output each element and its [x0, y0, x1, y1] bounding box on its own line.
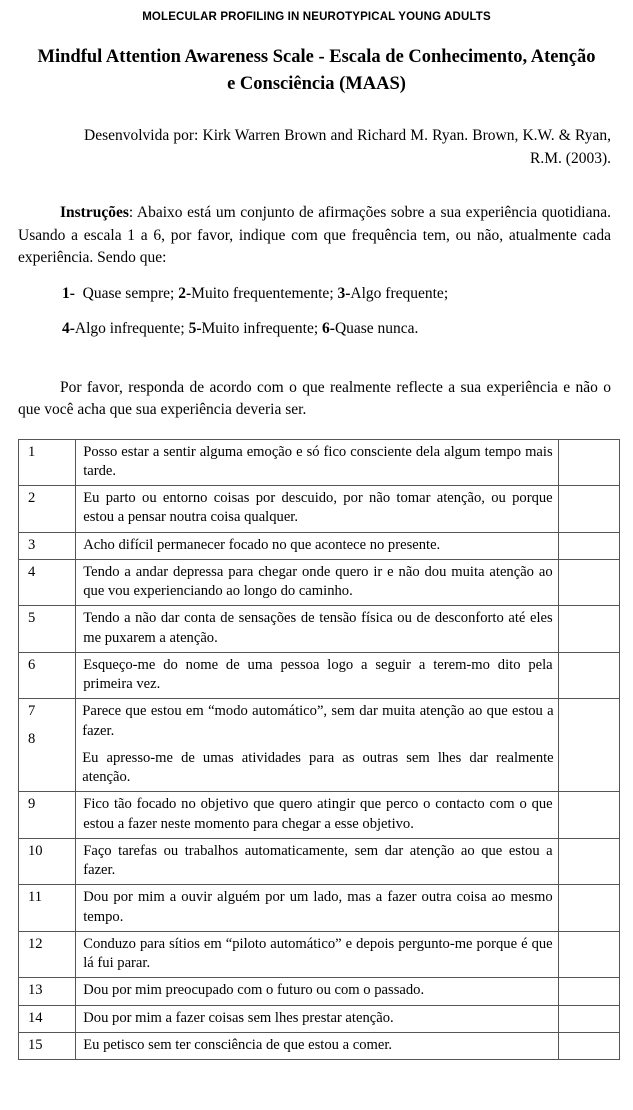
item-statement: Eu apresso-me de umas atividades para as outras sem lhes dar realmente atenção.	[82, 749, 554, 786]
item-statement: Conduzo para sítios em “piloto automático” e depois pergunto-me porque é que lá fui parar.	[76, 931, 558, 978]
attribution-text: Desenvolvida por: Kirk Warren Brown and Richard M. Ryan. Brown, K.W. & Ryan, R.M. (2003).	[84, 127, 611, 167]
page-title: Mindful Attention Awareness Scale - Escala de Conhecimento, Atenção e Consciência (MAAS)	[37, 46, 596, 94]
item-number: 12	[19, 931, 76, 978]
item-answer-cell[interactable]	[558, 978, 619, 1005]
item-statement: Acho difícil permanecer focado no que acontece no presente.	[76, 532, 558, 559]
scale-number-2: 2-	[178, 284, 192, 302]
item-answer-cell[interactable]	[558, 699, 619, 792]
item-statement: Dou por mim preocupado com o futuro ou com o passado.	[76, 978, 558, 1005]
item-answer-cell[interactable]	[558, 838, 619, 885]
running-head: MOLECULAR PROFILING IN NEUROTYPICAL YOUNG ADULTS	[142, 11, 491, 23]
table-row	[19, 1005, 620, 1032]
scale-legend-line-2	[0, 305, 633, 340]
scale-label-5: Muito infrequente;	[201, 320, 319, 338]
item-statement: Tendo a andar depressa para chegar onde quero ir e não dou muita atenção ao que vou experienciando ao longo do caminho.	[76, 559, 558, 606]
item-statement-group	[76, 699, 558, 792]
scale-label-1: Quase sempre;	[82, 284, 175, 302]
table-row	[19, 838, 620, 885]
item-number: 9	[19, 792, 76, 839]
item-number: 10	[19, 838, 76, 885]
item-number: 1	[19, 439, 76, 486]
table-row-merged-7-8	[19, 699, 620, 792]
scale-number-4: 4-	[62, 320, 75, 338]
scale-label-4: Algo infrequente;	[74, 320, 185, 338]
item-answer-cell[interactable]	[558, 1032, 619, 1059]
item-answer-cell[interactable]	[558, 486, 619, 533]
item-statement: Fico tão focado no objetivo que quero atingir que perco o contacto com o que estou a fazer neste momento para chegar a esse objetivo.	[76, 792, 558, 839]
table-row	[19, 532, 620, 559]
item-answer-cell[interactable]	[558, 559, 619, 606]
maas-items-table	[18, 439, 620, 1061]
item-number: 13	[19, 978, 76, 1005]
scale-number-3: 3-	[337, 284, 351, 302]
item-answer-cell[interactable]	[558, 931, 619, 978]
table-body	[19, 439, 620, 1060]
item-statement: Dou por mim a ouvir alguém por um lado, mas a fazer outra coisa ao mesmo tempo.	[76, 885, 558, 932]
item-statement: Esqueço-me do nome de uma pessoa logo a seguir a terem-mo dito pela primeira vez.	[76, 652, 558, 699]
table-row	[19, 1032, 620, 1059]
item-number-group	[19, 699, 76, 792]
item-statement: Faço tarefas ou trabalhos automaticamente, sem dar atenção ao que estou a fazer.	[76, 838, 558, 885]
item-statement: Posso estar a sentir alguma emoção e só fico consciente dela algum tempo mais tarde.	[76, 439, 558, 486]
item-answer-cell[interactable]	[558, 885, 619, 932]
item-answer-cell[interactable]	[558, 1005, 619, 1032]
table-row	[19, 486, 620, 533]
scale-number-1: 1-	[62, 284, 75, 302]
table-row	[19, 978, 620, 1005]
item-number: 6	[19, 652, 76, 699]
item-statement: Eu petisco sem ter consciência de que estou a comer.	[76, 1032, 558, 1059]
instructions-body: : Abaixo está um conjunto de afirmações sobre a sua experiência quotidiana. Usando a escala 1 a 6, por favor, indique com que frequência tem, ou não, atualmente cada experiência. Sendo que:	[18, 204, 611, 267]
table-row	[19, 885, 620, 932]
table-row	[19, 559, 620, 606]
item-number: 11	[19, 885, 76, 932]
item-number: 14	[19, 1005, 76, 1032]
item-number: 15	[19, 1032, 76, 1059]
scale-label-6: Quase nunca.	[334, 320, 419, 338]
scale-label-2: Muito frequentemente;	[191, 284, 334, 302]
item-number: 8	[28, 730, 36, 747]
item-answer-cell[interactable]	[558, 792, 619, 839]
closing-paragraph: Por favor, responda de acordo com o que realmente reflecte a sua experiência e não o que você acha que sua experiência deveria ser.	[18, 378, 611, 419]
item-number: 3	[19, 532, 76, 559]
table-row	[19, 931, 620, 978]
item-statement: Eu parto ou entorno coisas por descuido, por não tomar atenção, ou porque estou a pensar noutra coisa qualquer.	[76, 486, 558, 533]
scale-legend-line-1	[0, 270, 633, 305]
item-answer-cell[interactable]	[558, 532, 619, 559]
table-row	[19, 439, 620, 486]
item-statement: Parece que estou em “modo automático”, sem dar muita atenção ao que estou a fazer.	[82, 703, 554, 739]
item-answer-cell[interactable]	[558, 606, 619, 653]
item-statement: Dou por mim a fazer coisas sem lhes prestar atenção.	[76, 1005, 558, 1032]
item-answer-cell[interactable]	[558, 652, 619, 699]
item-number: 4	[19, 559, 76, 606]
scale-number-6: 6-	[322, 320, 335, 338]
item-number: 7	[28, 703, 36, 720]
item-statement: Tendo a não dar conta de sensações de tensão física ou de desconforto até eles me puxarem a atenção.	[76, 606, 558, 653]
scale-label-3: Algo frequente;	[350, 284, 449, 302]
item-number: 2	[19, 486, 76, 533]
table-row	[19, 652, 620, 699]
table-row	[19, 792, 620, 839]
item-number: 5	[19, 606, 76, 653]
item-answer-cell[interactable]	[558, 439, 619, 486]
instructions-paragraph	[0, 170, 633, 269]
table-row	[19, 606, 620, 653]
instructions-label: Instruções	[60, 204, 129, 222]
scale-number-5: 5-	[188, 320, 202, 338]
